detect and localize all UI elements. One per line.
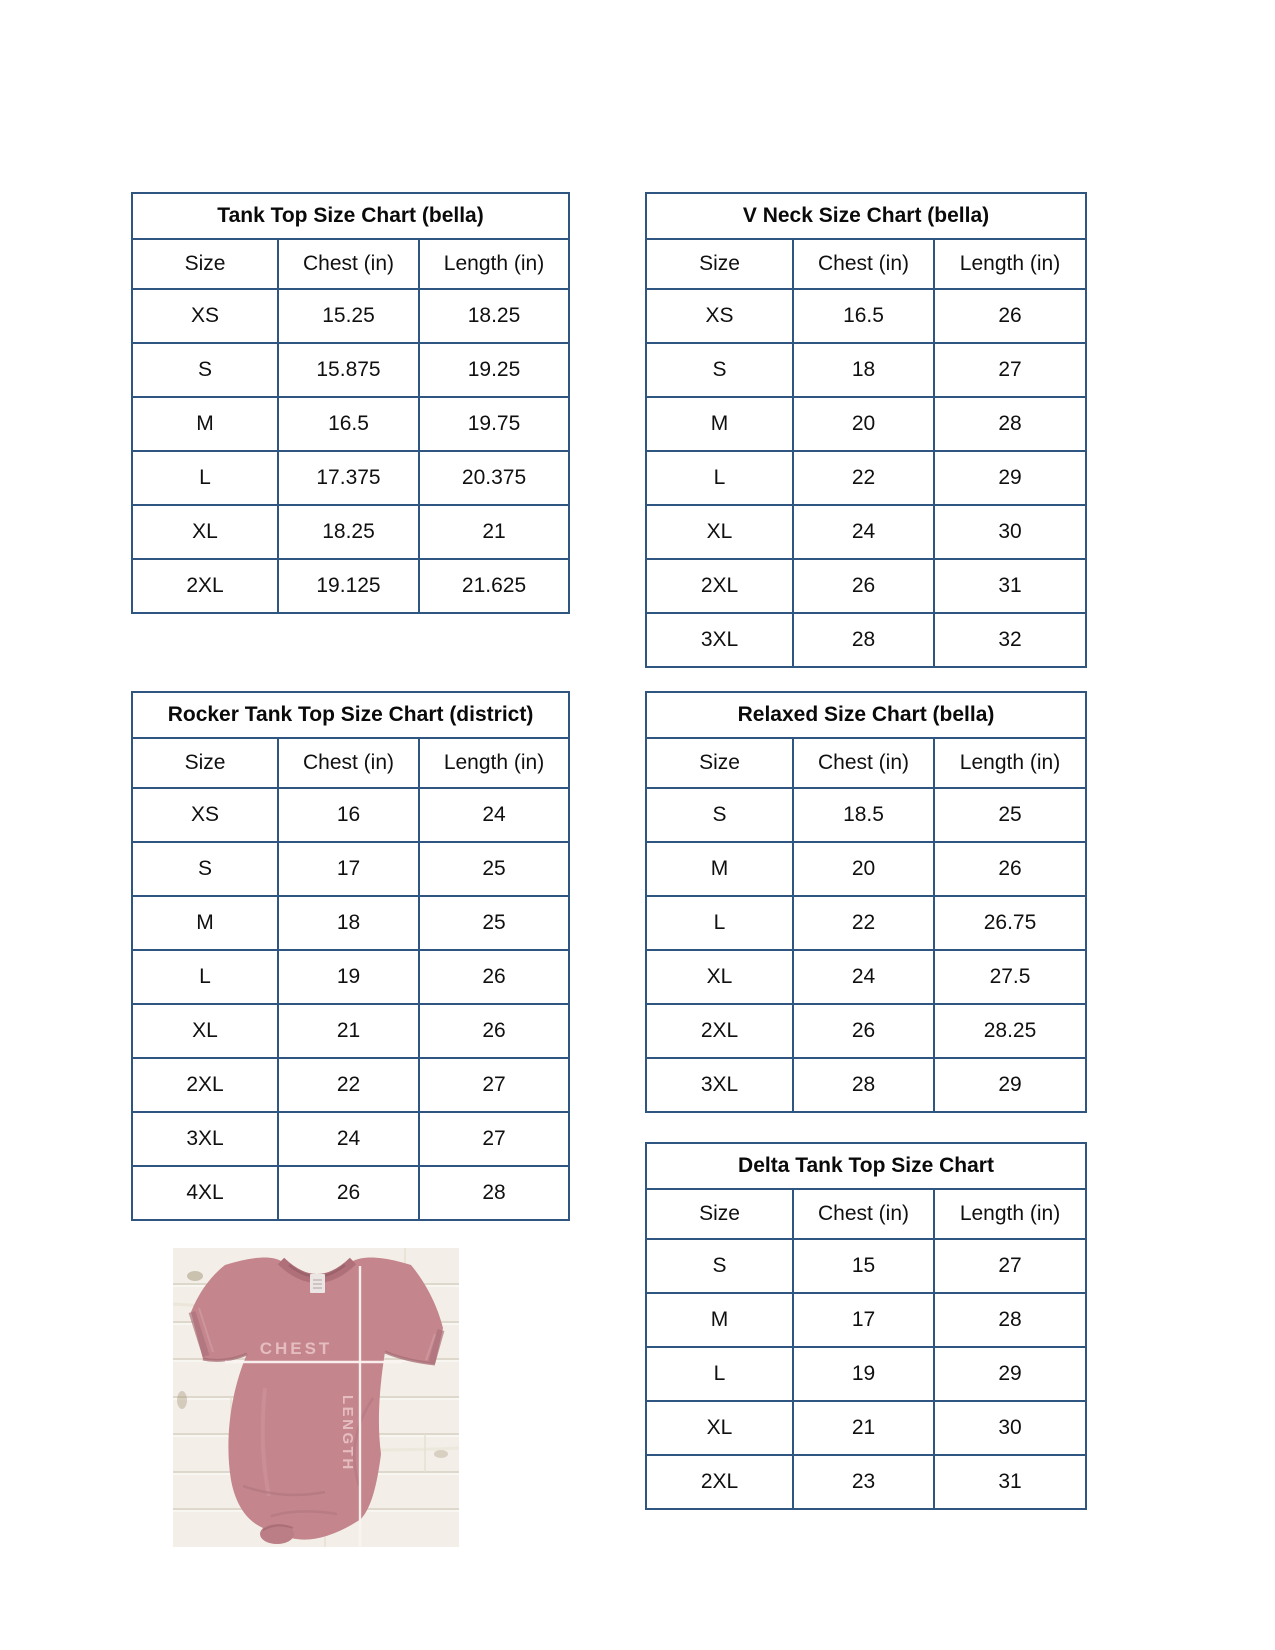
table-title-row [646,1143,1086,1189]
table-row [132,788,569,842]
value-cell: 26 [934,289,1086,343]
table-row [646,1347,1086,1401]
value-cell: 21.625 [419,559,569,613]
size-cell: 4XL [132,1166,278,1220]
size-cell: M [646,842,793,896]
size-cell: M [132,397,278,451]
table-row [646,1239,1086,1293]
value-cell: 19.125 [278,559,419,613]
value-cell: 30 [934,505,1086,559]
value-cell: 19 [278,950,419,1004]
table-header-row [646,738,1086,788]
size-cell: XL [132,1004,278,1058]
table-title-row [646,193,1086,239]
value-cell: 31 [934,1455,1086,1509]
size-cell: XS [132,289,278,343]
wood-knot [434,1450,448,1458]
value-cell: 27 [934,1239,1086,1293]
value-cell: 20 [793,397,934,451]
tshirt-measurement-photo [173,1248,459,1547]
value-cell: 23 [793,1455,934,1509]
value-cell: 29 [934,1058,1086,1112]
size-table-delta-tank [645,1142,1087,1510]
table-row [132,559,569,613]
table-row [646,1401,1086,1455]
table-row [646,505,1086,559]
size-cell: L [646,896,793,950]
table-title: Rocker Tank Top Size Chart (district) [132,692,569,738]
column-header: Chest (in) [793,1189,934,1239]
value-cell: 17 [793,1293,934,1347]
table-row [132,343,569,397]
table-title: V Neck Size Chart (bella) [646,193,1086,239]
table-row [646,559,1086,613]
column-header: Length (in) [934,738,1086,788]
value-cell: 18.25 [278,505,419,559]
table-row [132,950,569,1004]
value-cell: 18.25 [419,289,569,343]
table-header-row [646,239,1086,289]
value-cell: 18.5 [793,788,934,842]
size-cell: L [132,950,278,1004]
table-row [132,505,569,559]
tshirt-measurement-graphic [173,1248,459,1547]
value-cell: 17.375 [278,451,419,505]
length-label: LENGTH [339,1395,356,1472]
size-table-rocker-tank-district [131,691,570,1221]
value-cell: 19.75 [419,397,569,451]
table-row [132,451,569,505]
value-cell: 18 [278,896,419,950]
table-row [132,1058,569,1112]
value-cell: 28 [793,613,934,667]
size-cell: M [132,896,278,950]
value-cell: 18 [793,343,934,397]
table-row [646,451,1086,505]
column-header: Size [646,738,793,788]
table-row [646,1058,1086,1112]
table-row [646,842,1086,896]
table-row [132,896,569,950]
size-table-tank-top-bella [131,192,570,614]
column-header: Size [646,239,793,289]
value-cell: 24 [419,788,569,842]
size-table-relaxed-bella [645,691,1087,1113]
value-cell: 29 [934,1347,1086,1401]
size-cell: 3XL [646,613,793,667]
chest-label: CHEST [259,1339,333,1358]
size-cell: L [646,451,793,505]
table-row [646,950,1086,1004]
value-cell: 16.5 [278,397,419,451]
table-title: Delta Tank Top Size Chart [646,1143,1086,1189]
size-cell: L [646,1347,793,1401]
size-cell: L [132,451,278,505]
value-cell: 21 [278,1004,419,1058]
column-header: Length (in) [934,1189,1086,1239]
value-cell: 17 [278,842,419,896]
size-cell: S [646,788,793,842]
value-cell: 19 [793,1347,934,1401]
value-cell: 26 [934,842,1086,896]
size-cell: M [646,397,793,451]
column-header: Length (in) [419,738,569,788]
value-cell: 27 [934,343,1086,397]
size-cell: 2XL [646,1455,793,1509]
column-header: Chest (in) [278,738,419,788]
column-header: Chest (in) [793,239,934,289]
table-row [646,397,1086,451]
value-cell: 28 [934,397,1086,451]
table-title-row [646,692,1086,738]
table-row [132,842,569,896]
value-cell: 28 [934,1293,1086,1347]
value-cell: 26 [793,559,934,613]
value-cell: 26.75 [934,896,1086,950]
size-cell: 3XL [132,1112,278,1166]
table-title: Tank Top Size Chart (bella) [132,193,569,239]
column-header: Chest (in) [278,239,419,289]
value-cell: 19.25 [419,343,569,397]
size-cell: S [132,343,278,397]
column-header: Size [646,1189,793,1239]
value-cell: 26 [419,950,569,1004]
size-cell: 3XL [646,1058,793,1112]
value-cell: 20.375 [419,451,569,505]
value-cell: 25 [934,788,1086,842]
table-row [646,788,1086,842]
table-row [646,1455,1086,1509]
size-cell: 2XL [646,559,793,613]
table-row [646,1293,1086,1347]
table-title-row [132,692,569,738]
value-cell: 25 [419,842,569,896]
value-cell: 22 [793,451,934,505]
value-cell: 15.25 [278,289,419,343]
size-cell: S [646,343,793,397]
value-cell: 16 [278,788,419,842]
value-cell: 32 [934,613,1086,667]
value-cell: 22 [278,1058,419,1112]
table-header-row [132,738,569,788]
value-cell: 28 [419,1166,569,1220]
table-row [132,1166,569,1220]
wood-knot [187,1271,203,1281]
table-row [132,1004,569,1058]
value-cell: 16.5 [793,289,934,343]
value-cell: 26 [793,1004,934,1058]
size-cell: XL [132,505,278,559]
value-cell: 22 [793,896,934,950]
column-header: Size [132,239,278,289]
size-cell: S [646,1239,793,1293]
value-cell: 20 [793,842,934,896]
table-row [646,343,1086,397]
value-cell: 27.5 [934,950,1086,1004]
size-cell: XS [646,289,793,343]
column-header: Length (in) [934,239,1086,289]
value-cell: 25 [419,896,569,950]
value-cell: 27 [419,1058,569,1112]
size-cell: XS [132,788,278,842]
table-row [646,613,1086,667]
table-row [646,896,1086,950]
size-cell: S [132,842,278,896]
size-cell: XL [646,950,793,1004]
value-cell: 15.875 [278,343,419,397]
column-header: Length (in) [419,239,569,289]
value-cell: 28 [793,1058,934,1112]
wood-knot [177,1391,187,1409]
value-cell: 24 [793,950,934,1004]
value-cell: 30 [934,1401,1086,1455]
size-table-v-neck-bella [645,192,1087,668]
value-cell: 24 [793,505,934,559]
table-row [132,397,569,451]
table-row [132,289,569,343]
value-cell: 31 [934,559,1086,613]
table-row [132,1112,569,1166]
table-row [646,1004,1086,1058]
value-cell: 15 [793,1239,934,1293]
table-header-row [132,239,569,289]
size-cell: 2XL [132,559,278,613]
value-cell: 24 [278,1112,419,1166]
value-cell: 21 [419,505,569,559]
size-cell: XL [646,505,793,559]
size-cell: 2XL [646,1004,793,1058]
value-cell: 21 [793,1401,934,1455]
size-cell: 2XL [132,1058,278,1112]
value-cell: 29 [934,451,1086,505]
size-cell: XL [646,1401,793,1455]
table-header-row [646,1189,1086,1239]
value-cell: 26 [419,1004,569,1058]
column-header: Size [132,738,278,788]
value-cell: 26 [278,1166,419,1220]
column-header: Chest (in) [793,738,934,788]
size-cell: M [646,1293,793,1347]
table-row [646,289,1086,343]
table-title-row [132,193,569,239]
value-cell: 28.25 [934,1004,1086,1058]
table-title: Relaxed Size Chart (bella) [646,692,1086,738]
value-cell: 27 [419,1112,569,1166]
